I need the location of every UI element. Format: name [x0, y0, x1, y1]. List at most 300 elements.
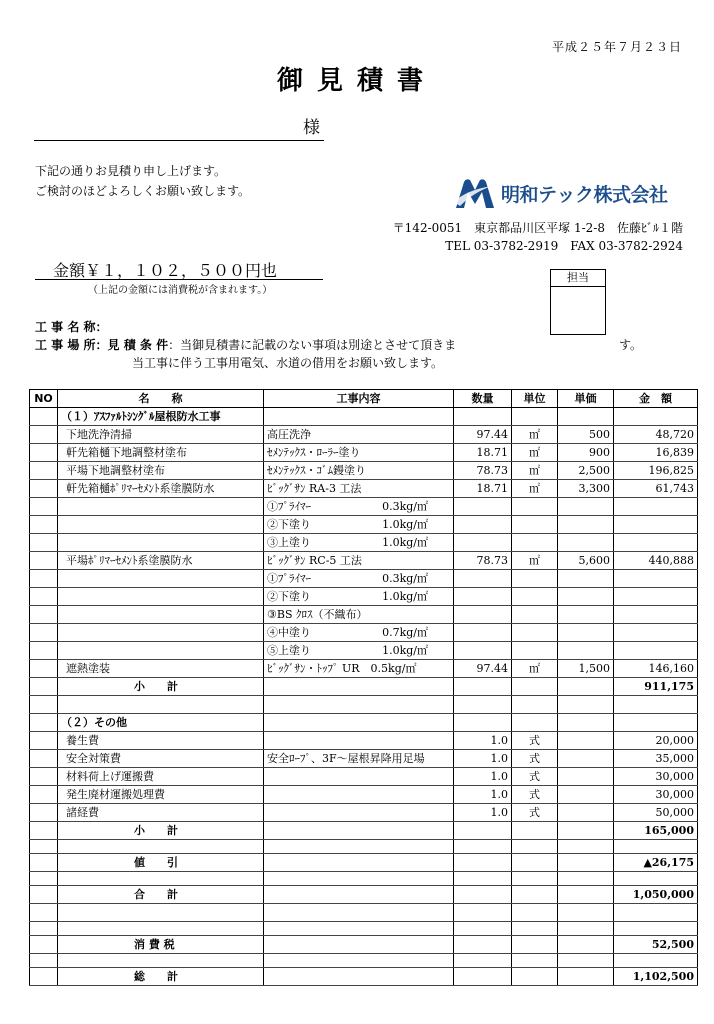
table-row	[30, 552, 698, 570]
table-row	[30, 750, 698, 768]
cell-amount: 50,000	[614, 804, 698, 822]
cell-name	[58, 588, 264, 606]
cell-amount: 30,000	[614, 768, 698, 786]
cell-amount	[614, 498, 698, 516]
cell-amount	[614, 624, 698, 642]
cell-content	[264, 840, 454, 854]
conditions-label: 見 積 条 件	[107, 338, 169, 352]
cell-quantity: 97.44	[454, 426, 512, 444]
cell-quantity	[454, 624, 512, 642]
cell-name	[58, 498, 264, 516]
cell-name: （２）その他	[58, 714, 264, 732]
cell-amount: 165,000	[614, 822, 698, 840]
cell-unit-price	[558, 732, 614, 750]
cell-no	[30, 624, 58, 642]
cell-unit	[512, 642, 558, 660]
cell-quantity	[454, 904, 512, 922]
cell-amount: 911,175	[614, 678, 698, 696]
cell-name: 発生廃材運搬処理費	[58, 786, 264, 804]
table-row	[30, 804, 698, 822]
cell-unit-price	[558, 840, 614, 854]
cell-unit	[512, 408, 558, 426]
cell-no	[30, 426, 58, 444]
cell-unit-price	[558, 768, 614, 786]
table-row	[30, 872, 698, 886]
cell-unit-price	[558, 516, 614, 534]
cell-content: ﾋﾞｯｸﾞｻﾝ RC-5 工法	[264, 552, 454, 570]
table-row	[30, 426, 698, 444]
cell-amount	[614, 642, 698, 660]
spec-value: 1.0kg/㎡	[382, 644, 428, 657]
table-row	[30, 624, 698, 642]
cell-content: ③BS ｸﾛｽ（不織布）	[264, 606, 454, 624]
cell-unit	[512, 822, 558, 840]
table-row	[30, 588, 698, 606]
table-row	[30, 768, 698, 786]
cell-unit-price	[558, 570, 614, 588]
cell-quantity	[454, 408, 512, 426]
document-date: 平成２５年７月２３日	[551, 40, 682, 54]
cell-unit	[512, 588, 558, 606]
cell-content	[264, 936, 454, 954]
cell-quantity	[454, 954, 512, 968]
cell-amount	[614, 954, 698, 968]
cell-unit	[512, 936, 558, 954]
cell-unit	[512, 904, 558, 922]
company-address: 〒142-0051 東京都品川区平塚 1-2-8 佐藤ﾋﾞﾙ１階	[392, 221, 683, 235]
cell-no	[30, 804, 58, 822]
cell-amount	[614, 588, 698, 606]
col-header-quantity: 数量	[454, 390, 512, 408]
cell-content: ｾﾒﾝﾃｯｸｽ・ｺﾞﾑ鏝塗り	[264, 462, 454, 480]
document-title: 御見積書	[276, 66, 437, 96]
cell-quantity: 1.0	[454, 732, 512, 750]
cell-no	[30, 904, 58, 922]
cell-content	[264, 642, 454, 660]
person-in-charge-stamp-box	[550, 269, 606, 335]
cell-name: 養生費	[58, 732, 264, 750]
cell-amount: 30,000	[614, 786, 698, 804]
cell-unit-price: 2,500	[558, 462, 614, 480]
cell-unit-price	[558, 968, 614, 986]
table-row	[30, 570, 698, 588]
cell-amount: 146,160	[614, 660, 698, 678]
intro-line: 下記の通りお見積り申し上げます。	[35, 164, 227, 178]
cell-no	[30, 954, 58, 968]
cell-unit-price	[558, 750, 614, 768]
cell-quantity	[454, 588, 512, 606]
cell-name: 安全対策費	[58, 750, 264, 768]
cell-name: 遮熱塗装	[58, 660, 264, 678]
table-row	[30, 840, 698, 854]
table-row	[30, 886, 698, 904]
cell-unit	[512, 714, 558, 732]
cell-content	[264, 954, 454, 968]
cell-amount: 61,743	[614, 480, 698, 498]
cell-quantity	[454, 922, 512, 936]
table-row	[30, 534, 698, 552]
cell-quantity: 1.0	[454, 804, 512, 822]
table-row	[30, 480, 698, 498]
cell-unit	[512, 624, 558, 642]
cell-no	[30, 678, 58, 696]
cell-content	[264, 696, 454, 714]
cell-content	[264, 534, 454, 552]
cell-unit-price: 3,300	[558, 480, 614, 498]
cell-amount	[614, 872, 698, 886]
tax-note: （上記の金額には消費税が含まれます。）	[88, 285, 273, 296]
spec-step: ②下塗り	[267, 590, 311, 603]
cell-unit	[512, 516, 558, 534]
col-header-unit: 単位	[512, 390, 558, 408]
table-row	[30, 642, 698, 660]
cell-quantity	[454, 498, 512, 516]
cell-no	[30, 588, 58, 606]
cell-quantity	[454, 642, 512, 660]
cell-quantity: 18.71	[454, 480, 512, 498]
col-header-unit-price: 単価	[558, 390, 614, 408]
cell-quantity	[454, 936, 512, 954]
cell-no	[30, 642, 58, 660]
cell-amount: 1,050,000	[614, 886, 698, 904]
cell-content	[264, 714, 454, 732]
spec-step: ⑤上塗り	[267, 644, 311, 657]
cell-unit	[512, 968, 558, 986]
cell-name	[58, 534, 264, 552]
cell-quantity	[454, 822, 512, 840]
cell-no	[30, 552, 58, 570]
table-row	[30, 786, 698, 804]
cell-name: 値 引	[58, 854, 264, 872]
cell-unit	[512, 534, 558, 552]
cell-no	[30, 534, 58, 552]
total-amount: 金額￥１，１０２，５００円也	[35, 258, 323, 280]
table-row	[30, 954, 698, 968]
cell-unit-price	[558, 854, 614, 872]
cell-name	[58, 516, 264, 534]
conditions-text-2: 当工事に伴う工事用電気、水道の借用をお願い致します。	[132, 356, 444, 370]
cell-unit-price	[558, 922, 614, 936]
cell-content	[264, 408, 454, 426]
cell-unit-price	[558, 678, 614, 696]
cell-amount	[614, 922, 698, 936]
cell-unit-price	[558, 936, 614, 954]
cell-no	[30, 840, 58, 854]
table-row	[30, 678, 698, 696]
cell-quantity	[454, 714, 512, 732]
project-place-row	[35, 336, 456, 353]
cell-no	[30, 936, 58, 954]
cell-unit: ㎡	[512, 660, 558, 678]
col-header-name: 名 称	[58, 390, 264, 408]
cell-name: 材料荷上げ運搬費	[58, 768, 264, 786]
cell-unit-price	[558, 534, 614, 552]
table-body	[30, 408, 698, 986]
intro-line: ご検討のほどよろしくお願い致します。	[35, 184, 251, 198]
cell-amount	[614, 516, 698, 534]
cell-name: 平場下地調整材塗布	[58, 462, 264, 480]
col-header-content: 工事内容	[264, 390, 454, 408]
cell-name: 小 計	[58, 822, 264, 840]
cell-content: 安全ﾛｰﾌﾟ、3F～屋根昇降用足場	[264, 750, 454, 768]
cell-name: （１）ｱｽﾌｧﾙﾄｼﾝｸﾞﾙ屋根防水工事	[58, 408, 264, 426]
cell-content	[264, 570, 454, 588]
cell-amount	[614, 408, 698, 426]
cell-unit-price	[558, 714, 614, 732]
cell-no	[30, 732, 58, 750]
cell-content	[264, 886, 454, 904]
cell-amount	[614, 606, 698, 624]
cell-content: ﾋﾞｯｸﾞｻﾝ RA-3 工法	[264, 480, 454, 498]
table-row	[30, 462, 698, 480]
cell-no	[30, 498, 58, 516]
cell-no	[30, 480, 58, 498]
cell-content	[264, 768, 454, 786]
cell-content	[264, 922, 454, 936]
cell-unit: ㎡	[512, 444, 558, 462]
spec-step: ①ﾌﾟﾗｲﾏｰ	[267, 572, 311, 585]
cell-no	[30, 714, 58, 732]
cell-content	[264, 588, 454, 606]
cell-name	[58, 624, 264, 642]
table-row	[30, 922, 698, 936]
cell-unit-price: 1,500	[558, 660, 614, 678]
cell-name	[58, 642, 264, 660]
cell-no	[30, 462, 58, 480]
cell-amount	[614, 904, 698, 922]
cell-unit: ㎡	[512, 426, 558, 444]
cell-unit	[512, 606, 558, 624]
cell-no	[30, 750, 58, 768]
cell-quantity	[454, 570, 512, 588]
cell-unit-price	[558, 624, 614, 642]
table-row	[30, 696, 698, 714]
cell-name	[58, 696, 264, 714]
cell-unit-price	[558, 822, 614, 840]
cell-content: ﾋﾞｯｸﾞｻﾝ・ﾄｯﾌﾟ UR 0.5kg/㎡	[264, 660, 454, 678]
cell-name: 諸経費	[58, 804, 264, 822]
cell-quantity	[454, 854, 512, 872]
cell-unit-price	[558, 904, 614, 922]
cell-name: 消 費 税	[58, 936, 264, 954]
cell-no	[30, 606, 58, 624]
cell-quantity: 78.73	[454, 552, 512, 570]
table-row	[30, 498, 698, 516]
cell-name	[58, 840, 264, 854]
cell-amount: 35,000	[614, 750, 698, 768]
cell-name: 軒先箱樋ﾎﾟﾘﾏｰｾﾒﾝﾄ系塗膜防水	[58, 480, 264, 498]
cell-amount	[614, 534, 698, 552]
stamp-label: 担当	[551, 270, 605, 287]
cell-unit-price	[558, 588, 614, 606]
cell-quantity	[454, 886, 512, 904]
cell-quantity: 1.0	[454, 786, 512, 804]
intro-text	[35, 161, 250, 201]
table-row	[30, 904, 698, 922]
cell-content	[264, 732, 454, 750]
cell-name: 平場ﾎﾟﾘﾏｰｾﾒﾝﾄ系塗膜防水	[58, 552, 264, 570]
cell-name: 小 計	[58, 678, 264, 696]
cell-content	[264, 904, 454, 922]
project-name-label: 工 事 名 称：	[35, 320, 108, 334]
cell-unit: ㎡	[512, 462, 558, 480]
cell-no	[30, 516, 58, 534]
cell-name	[58, 570, 264, 588]
cell-name	[58, 872, 264, 886]
spec-value: 1.0kg/㎡	[382, 536, 428, 549]
cell-unit-price	[558, 786, 614, 804]
cell-no	[30, 872, 58, 886]
cell-name	[58, 922, 264, 936]
table-row	[30, 516, 698, 534]
cell-unit	[512, 498, 558, 516]
cell-quantity: 97.44	[454, 660, 512, 678]
company-logo-icon	[452, 176, 498, 210]
cell-unit-price	[558, 886, 614, 904]
cell-unit	[512, 872, 558, 886]
company-logo	[452, 176, 668, 210]
spec-value: 0.3kg/㎡	[382, 572, 428, 585]
cell-no	[30, 660, 58, 678]
cell-quantity: 1.0	[454, 750, 512, 768]
cell-name	[58, 904, 264, 922]
cell-quantity	[454, 696, 512, 714]
cell-unit-price	[558, 954, 614, 968]
table-row	[30, 732, 698, 750]
cell-unit	[512, 570, 558, 588]
cell-amount: 20,000	[614, 732, 698, 750]
cell-no	[30, 968, 58, 986]
cell-unit-price	[558, 606, 614, 624]
cell-quantity	[454, 968, 512, 986]
cell-amount: 48,720	[614, 426, 698, 444]
cell-unit	[512, 854, 558, 872]
cell-unit-price: 500	[558, 426, 614, 444]
cell-content: ｾﾒﾝﾃｯｸｽ・ﾛｰﾗｰ塗り	[264, 444, 454, 462]
cell-unit-price: 5,600	[558, 552, 614, 570]
recipient-line	[34, 120, 324, 141]
cell-unit-price	[558, 498, 614, 516]
cell-quantity	[454, 678, 512, 696]
spec-value: 0.3kg/㎡	[382, 500, 428, 513]
cell-name: 軒先箱樋下地調整材塗布	[58, 444, 264, 462]
table-row	[30, 444, 698, 462]
cell-amount: 1,102,500	[614, 968, 698, 986]
cell-unit	[512, 696, 558, 714]
spec-value: 0.7kg/㎡	[382, 626, 428, 639]
cell-unit	[512, 678, 558, 696]
cell-no	[30, 922, 58, 936]
cell-quantity	[454, 534, 512, 552]
cell-no	[30, 408, 58, 426]
cell-unit: 式	[512, 768, 558, 786]
cell-amount: 440,888	[614, 552, 698, 570]
cell-content	[264, 516, 454, 534]
cell-unit-price	[558, 408, 614, 426]
table-row	[30, 714, 698, 732]
conditions-text-end: す。	[619, 338, 643, 352]
cell-unit-price	[558, 872, 614, 886]
cell-no	[30, 786, 58, 804]
cell-unit: 式	[512, 750, 558, 768]
cell-amount	[614, 714, 698, 732]
cell-unit-price	[558, 804, 614, 822]
cell-content	[264, 498, 454, 516]
honorific: 様	[303, 118, 320, 138]
cell-no	[30, 570, 58, 588]
spec-step: ④中塗り	[267, 626, 311, 639]
table-row	[30, 854, 698, 872]
cell-quantity: 1.0	[454, 768, 512, 786]
cell-amount: 52,500	[614, 936, 698, 954]
cell-unit	[512, 840, 558, 854]
cell-no	[30, 444, 58, 462]
table-row	[30, 606, 698, 624]
company-name: 明和テック株式会社	[501, 183, 668, 206]
cell-unit	[512, 886, 558, 904]
cell-unit: ㎡	[512, 552, 558, 570]
company-phone: TEL 03-3782-2919 FAX 03-3782-2924	[445, 239, 683, 253]
cell-quantity	[454, 840, 512, 854]
cell-amount	[614, 570, 698, 588]
cell-content	[264, 786, 454, 804]
cell-content	[264, 804, 454, 822]
cell-quantity: 18.71	[454, 444, 512, 462]
cell-quantity: 78.73	[454, 462, 512, 480]
table-row	[30, 660, 698, 678]
cell-unit-price	[558, 642, 614, 660]
table-row	[30, 408, 698, 426]
cell-content	[264, 872, 454, 886]
table-row	[30, 822, 698, 840]
cell-amount	[614, 840, 698, 854]
cell-no	[30, 822, 58, 840]
cell-content: 高圧洗浄	[264, 426, 454, 444]
cell-unit	[512, 922, 558, 936]
cell-unit-price: 900	[558, 444, 614, 462]
table-row	[30, 936, 698, 954]
col-header-amount: 金 額	[614, 390, 698, 408]
table-header-row	[30, 390, 698, 408]
col-header-no: NO	[30, 390, 58, 408]
estimate-table	[29, 389, 698, 986]
spec-value: 1.0kg/㎡	[382, 518, 428, 531]
cell-name	[58, 606, 264, 624]
cell-unit	[512, 954, 558, 968]
cell-unit-price	[558, 696, 614, 714]
cell-unit: ㎡	[512, 480, 558, 498]
spec-value: 1.0kg/㎡	[382, 590, 428, 603]
cell-quantity	[454, 516, 512, 534]
conditions-text: ：当御見積書に記載のない事項は別途とさせて頂きま	[168, 338, 457, 352]
cell-quantity	[454, 872, 512, 886]
cell-no	[30, 696, 58, 714]
cell-unit: 式	[512, 786, 558, 804]
cell-amount	[614, 696, 698, 714]
cell-name	[58, 954, 264, 968]
cell-content	[264, 854, 454, 872]
cell-name: 下地洗浄清掃	[58, 426, 264, 444]
cell-no	[30, 854, 58, 872]
cell-no	[30, 886, 58, 904]
project-place-label: 工 事 場 所：	[35, 338, 108, 352]
cell-unit: 式	[512, 732, 558, 750]
cell-no	[30, 768, 58, 786]
cell-content	[264, 822, 454, 840]
cell-name: 合 計	[58, 886, 264, 904]
spec-step: ①ﾌﾟﾗｲﾏｰ	[267, 500, 311, 513]
cell-content	[264, 968, 454, 986]
